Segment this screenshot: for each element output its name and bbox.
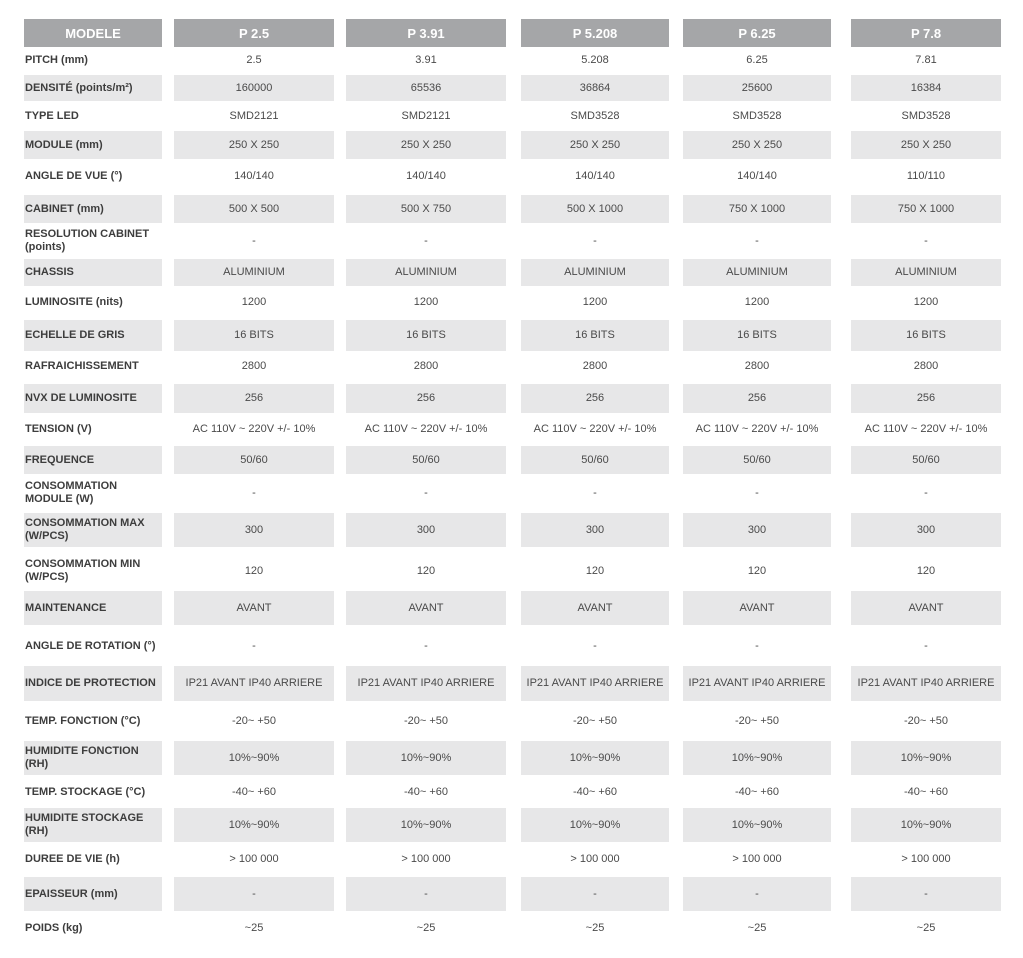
spec-value: > 100 000 [229, 852, 279, 865]
spec-value: AVANT [174, 591, 334, 625]
spec-value: 500 X 750 [346, 195, 506, 223]
spec-value: 2800 [744, 360, 770, 372]
spec-value: SMD3528 [570, 109, 620, 122]
spec-value: 10%~90% [683, 741, 831, 775]
model-header: P 6.25 [683, 19, 831, 47]
spec-value: 300 [851, 513, 1001, 547]
spec-value: 250 X 250 [346, 131, 506, 159]
spec-value: 256 [683, 384, 831, 413]
spec-value: - [252, 640, 256, 652]
spec-value: 256 [521, 384, 669, 413]
spec-value: 7.81 [915, 54, 937, 66]
spec-value: -40~ +60 [403, 785, 449, 798]
spec-value: SMD3528 [732, 109, 782, 122]
spec-value: SMD2121 [229, 109, 279, 122]
spec-value: - [683, 877, 831, 911]
model-header: P 3.91 [346, 19, 506, 47]
spec-value: 140/140 [737, 169, 777, 182]
spec-value: AC 110V ~ 220V +/- 10% [533, 422, 657, 435]
spec-value: AC 110V ~ 220V +/- 10% [364, 422, 488, 435]
spec-label: MODULE (mm) [24, 131, 162, 159]
spec-value: 10%~90% [346, 808, 506, 842]
spec-label: RESOLUTION CABINET (points) [25, 228, 150, 253]
spec-label: MAINTENANCE [24, 591, 162, 625]
spec-value: 250 X 250 [174, 131, 334, 159]
spec-value: 750 X 1000 [683, 195, 831, 223]
spec-value: 2800 [241, 360, 267, 372]
spec-value: 750 X 1000 [851, 195, 1001, 223]
spec-value: 120 [416, 564, 436, 577]
spec-value: - [252, 486, 256, 499]
spec-value: - [593, 486, 597, 499]
spec-value: ~25 [416, 922, 436, 934]
spec-label: CHASSIS [24, 259, 162, 286]
spec-value: 36864 [521, 75, 669, 101]
spec-value: ALUMINIUM [346, 259, 506, 286]
spec-value: 16 BITS [346, 320, 506, 351]
model-header: P 7.8 [851, 19, 1001, 47]
spec-value: 140/140 [575, 169, 615, 182]
spec-label: POIDS (kg) [25, 922, 83, 934]
spec-value: 1200 [241, 296, 267, 308]
spec-value: 50/60 [174, 446, 334, 474]
spec-value: - [424, 640, 428, 652]
spec-label: ANGLE DE VUE (°) [25, 169, 123, 182]
spec-value: -40~ +60 [231, 785, 277, 798]
spec-value: 50/60 [851, 446, 1001, 474]
spec-value: AVANT [521, 591, 669, 625]
spec-value: AVANT [683, 591, 831, 625]
spec-value: 120 [244, 564, 264, 577]
spec-value: - [755, 234, 759, 247]
spec-value: 16 BITS [683, 320, 831, 351]
spec-label: TENSION (V) [25, 422, 92, 435]
spec-value: SMD2121 [401, 109, 451, 122]
spec-label: DENSITÉ (points/m²) [24, 75, 162, 101]
spec-value: 10%~90% [851, 808, 1001, 842]
spec-value: 256 [346, 384, 506, 413]
spec-value: 65536 [346, 75, 506, 101]
spec-value: 256 [851, 384, 1001, 413]
spec-value: AVANT [346, 591, 506, 625]
spec-label: FREQUENCE [24, 446, 162, 474]
spec-value: 120 [916, 564, 936, 577]
spec-value: > 100 000 [732, 852, 782, 865]
spec-value: 16 BITS [174, 320, 334, 351]
spec-value: 25600 [683, 75, 831, 101]
spec-value: 250 X 250 [521, 131, 669, 159]
spec-value: 10%~90% [851, 741, 1001, 775]
spec-label: ANGLE DE ROTATION (°) [25, 640, 156, 652]
spec-value: 2.5 [246, 54, 262, 66]
spec-value: 10%~90% [521, 808, 669, 842]
spec-label: DUREE DE VIE (h) [25, 852, 120, 865]
spec-label: RAFRAICHISSEMENT [25, 360, 139, 372]
spec-label: NVX DE LUMINOSITE [24, 384, 162, 413]
spec-value: 6.25 [746, 54, 768, 66]
spec-value: 50/60 [521, 446, 669, 474]
spec-value: 10%~90% [174, 741, 334, 775]
spec-label: EPAISSEUR (mm) [24, 877, 162, 911]
model-header: P 5.208 [521, 19, 669, 47]
spec-value: IP21 AVANT IP40 ARRIERE [851, 666, 1001, 701]
spec-label: TEMP. STOCKAGE (°C) [25, 785, 146, 798]
spec-value: 120 [585, 564, 605, 577]
spec-value: 10%~90% [683, 808, 831, 842]
spec-value: > 100 000 [901, 852, 951, 865]
spec-value: 300 [174, 513, 334, 547]
spec-value: ~25 [916, 922, 936, 934]
spec-label: CONSOMMATION MAX (W/PCS) [24, 513, 162, 547]
spec-value: - [424, 234, 428, 247]
spec-value: 140/140 [234, 169, 274, 182]
spec-value: -20~ +50 [403, 714, 449, 727]
spec-label: TYPE LED [25, 109, 79, 122]
spec-value: ALUMINIUM [683, 259, 831, 286]
spec-value: 120 [747, 564, 767, 577]
spec-value: 5.208 [581, 54, 609, 66]
header-label: MODELE [24, 19, 162, 47]
spec-value: IP21 AVANT IP40 ARRIERE [521, 666, 669, 701]
spec-value: 10%~90% [174, 808, 334, 842]
spec-value: 10%~90% [346, 741, 506, 775]
spec-value: ALUMINIUM [851, 259, 1001, 286]
spec-value: 110/110 [906, 169, 946, 182]
spec-value: IP21 AVANT IP40 ARRIERE [346, 666, 506, 701]
spec-label: HUMIDITE FONCTION (RH) [24, 741, 162, 775]
model-header: P 2.5 [174, 19, 334, 47]
spec-value: 140/140 [406, 169, 446, 182]
spec-value: - [755, 640, 759, 652]
spec-value: AC 110V ~ 220V +/- 10% [864, 422, 988, 435]
spec-value: 300 [346, 513, 506, 547]
spec-value: -20~ +50 [903, 714, 949, 727]
spec-value: -40~ +60 [903, 785, 949, 798]
spec-label: CONSOMMATION MODULE (W) [25, 480, 118, 505]
spec-value: - [755, 486, 759, 499]
spec-value: - [924, 640, 928, 652]
spec-value: - [521, 877, 669, 911]
spec-value: 2800 [413, 360, 439, 372]
spec-value: 2800 [582, 360, 608, 372]
spec-value: 500 X 1000 [521, 195, 669, 223]
spec-value: - [924, 486, 928, 499]
spec-value: - [424, 486, 428, 499]
spec-value: 1200 [744, 296, 770, 308]
spec-label: PITCH (mm) [25, 54, 88, 66]
spec-value: 300 [683, 513, 831, 547]
spec-value: - [252, 234, 256, 247]
spec-value: - [924, 234, 928, 247]
spec-value: - [593, 640, 597, 652]
spec-value: 16384 [851, 75, 1001, 101]
spec-value: 16 BITS [521, 320, 669, 351]
spec-value: 50/60 [683, 446, 831, 474]
spec-value: 250 X 250 [851, 131, 1001, 159]
spec-value: AVANT [851, 591, 1001, 625]
spec-label: CONSOMMATION MIN (W/PCS) [25, 558, 141, 583]
spec-value: AC 110V ~ 220V +/- 10% [192, 422, 316, 435]
spec-value: ALUMINIUM [521, 259, 669, 286]
spec-value: -40~ +60 [734, 785, 780, 798]
spec-value: - [174, 877, 334, 911]
spec-value: > 100 000 [401, 852, 451, 865]
spec-value: ~25 [585, 922, 605, 934]
spec-value: 1200 [913, 296, 939, 308]
spec-label: TEMP. FONCTION (°C) [25, 714, 141, 727]
spec-label: HUMIDITE STOCKAGE (RH) [24, 808, 162, 842]
spec-value: 500 X 500 [174, 195, 334, 223]
spec-value: 256 [174, 384, 334, 413]
spec-value: - [593, 234, 597, 247]
spec-value: -20~ +50 [734, 714, 780, 727]
spec-value: - [851, 877, 1001, 911]
spec-value: SMD3528 [901, 109, 951, 122]
spec-value: ALUMINIUM [174, 259, 334, 286]
spec-value: -40~ +60 [572, 785, 618, 798]
spec-value: 50/60 [346, 446, 506, 474]
spec-value: 3.91 [415, 54, 437, 66]
spec-value: ~25 [747, 922, 767, 934]
spec-value: 10%~90% [521, 741, 669, 775]
spec-value: 250 X 250 [683, 131, 831, 159]
spec-value: 160000 [174, 75, 334, 101]
spec-value: ~25 [244, 922, 264, 934]
spec-value: AC 110V ~ 220V +/- 10% [695, 422, 819, 435]
spec-value: > 100 000 [570, 852, 620, 865]
spec-value: 2800 [913, 360, 939, 372]
spec-label: ECHELLE DE GRIS [24, 320, 162, 351]
spec-value: 300 [521, 513, 669, 547]
spec-label: INDICE DE PROTECTION [24, 666, 162, 701]
spec-value: 1200 [413, 296, 439, 308]
spec-value: - [346, 877, 506, 911]
spec-value: -20~ +50 [572, 714, 618, 727]
spec-label: CABINET (mm) [24, 195, 162, 223]
spec-label: LUMINOSITE (nits) [25, 296, 123, 308]
spec-value: IP21 AVANT IP40 ARRIERE [174, 666, 334, 701]
spec-value: 16 BITS [851, 320, 1001, 351]
spec-value: -20~ +50 [231, 714, 277, 727]
spec-value: IP21 AVANT IP40 ARRIERE [683, 666, 831, 701]
spec-value: 1200 [582, 296, 608, 308]
